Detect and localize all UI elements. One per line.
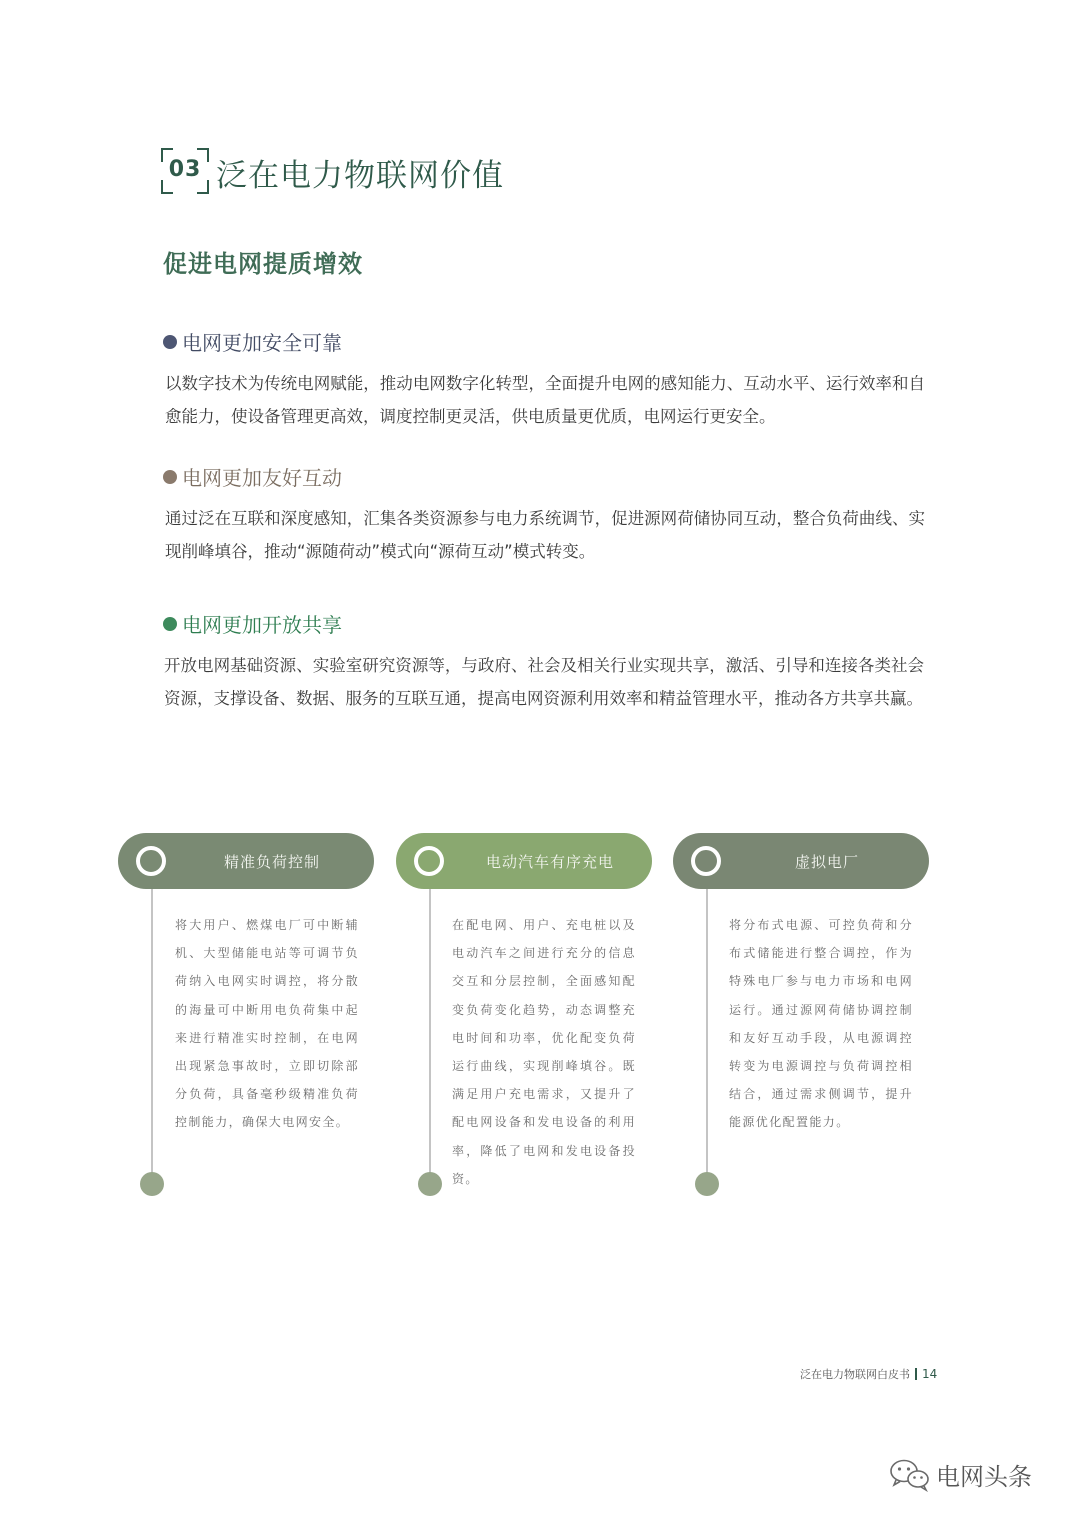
point-paragraph-interactive: 通过泛在互联和深度感知，汇集各类资源参与电力系统调节，促进源网荷储协同互动，整合负荷曲线、实现削峰填谷，推动“源随荷动”模式向“源荷互动”模式转变。 (165, 509, 925, 561)
bullet-dot-icon (163, 335, 177, 349)
ring-icon (691, 846, 721, 876)
card-label: 虚拟电厂 (794, 853, 859, 871)
point-heading-reliable (163, 327, 342, 356)
point-heading-open (163, 609, 342, 638)
card-text-load-control: 将大用户、燃煤电厂可中断辅机、大型储能电站等可调节负荷纳入电网实时调控，将分散的海量可中断用电负荷集中起来进行精准实时控制，在电网出现紧急事故时，立即切除部分负荷，具备毫秒级精准负荷控制能力，确保大电网安全。 (175, 918, 359, 1130)
card-label: 精准负荷控制 (223, 853, 320, 871)
footer-separator (915, 1368, 917, 1380)
section-title: 泛在电力物联网价值 (216, 158, 504, 194)
ring-icon (136, 846, 166, 876)
point-paragraph-reliable: 以数字技术为传统电网赋能，推动电网数字化转型，全面提升电网的感知能力、互动水平、运行效率和自愈能力，使设备管理更高效，调度控制更灵活，供电质量更优质，电网运行更安全。 (165, 374, 925, 426)
point-heading-text: 电网更加安全可靠 (182, 331, 342, 355)
section-number-frame (161, 148, 209, 194)
card-timeline (151, 872, 153, 1174)
card-timeline (706, 872, 708, 1174)
footer-doc-title: 泛在电力物联网白皮书 (800, 1368, 910, 1381)
bullet-dot-icon (163, 470, 177, 484)
point-heading-text: 电网更加友好互动 (182, 466, 342, 490)
watermark-text: 电网头条 (936, 1462, 1032, 1491)
frame-corner (161, 180, 173, 194)
subtitle: 促进电网提质增效 (163, 250, 363, 278)
watermark (888, 1456, 1032, 1492)
timeline-end-dot-icon (695, 1172, 719, 1196)
section-number: 03 (168, 157, 202, 182)
point-heading-interactive (163, 462, 342, 491)
card-tab-load-control (118, 833, 374, 889)
card-tab-virtual-plant (673, 833, 929, 889)
wechat-icon (888, 1456, 932, 1492)
page-footer (800, 1366, 937, 1382)
ring-icon (414, 846, 444, 876)
card-timeline (429, 872, 431, 1174)
point-paragraph-open: 开放电网基础资源、实验室研究资源等，与政府、社会及相关行业实现共享，激活、引导和连接各类社会资源，支撑设备、数据、服务的互联互通，提高电网资源利用效率和精益管理水平，推动各方共享共赢。 (164, 656, 924, 708)
page-number: 14 (922, 1367, 938, 1381)
point-heading-text: 电网更加开放共享 (182, 613, 342, 637)
timeline-end-dot-icon (418, 1172, 442, 1196)
frame-corner (197, 180, 209, 194)
card-tab-ev-charging (396, 833, 652, 889)
card-text-ev-charging: 在配电网、用户、充电桩以及电动汽车之间进行充分的信息交互和分层控制，全面感知配变负荷变化趋势，动态调整充电时间和功率，优化配变负荷运行曲线，实现削峰填谷。既满足用户充电需求，又提升了配电网设备和发电设备的利用率，降低了电网和发电设备投资。 (452, 918, 636, 1186)
card-label: 电动汽车有序充电 (485, 853, 614, 871)
timeline-end-dot-icon (140, 1172, 164, 1196)
bullet-dot-icon (163, 617, 177, 631)
card-text-virtual-plant: 将分布式电源、可控负荷和分布式储能进行整合调控，作为特殊电厂参与电力市场和电网运行。通过源网荷储协调控制和友好互动手段，从电源调控转变为电源调控与负荷调控相结合，通过需求侧调节，提升能源优化配置能力。 (729, 918, 913, 1130)
